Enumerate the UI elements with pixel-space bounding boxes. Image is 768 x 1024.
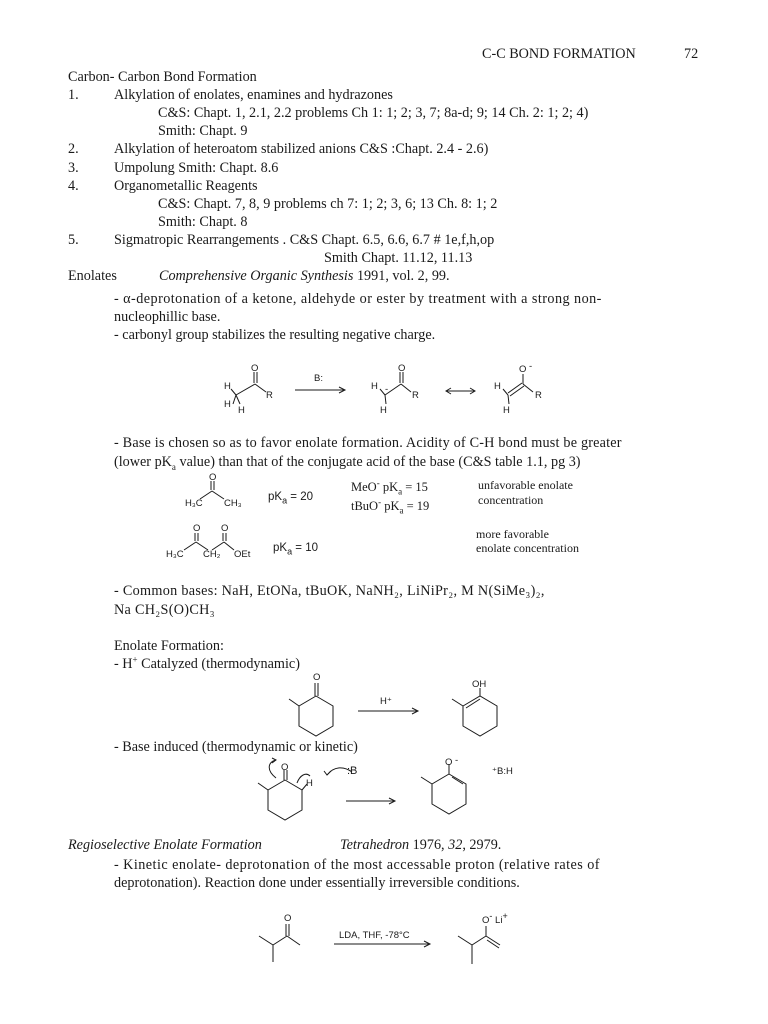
page-number: 72 xyxy=(684,46,699,62)
atom-label: H xyxy=(238,405,245,416)
atom-label: O xyxy=(251,363,259,374)
atom-label: H xyxy=(380,405,387,416)
kinetic-line1: - Kinetic enolate- deprotonation of the most accessable proton (relative rates of xyxy=(114,857,600,873)
pka-label: pK xyxy=(381,499,400,513)
journal-page: , 2979. xyxy=(462,837,502,853)
charge-label: - xyxy=(385,384,389,395)
outline-item-text: Smith: Chapt. 9 xyxy=(158,123,248,139)
common-bases-line2: Na CH₂S(O)CH₃ xyxy=(114,602,215,618)
base-label: :B xyxy=(347,765,358,777)
atom-label: O xyxy=(209,472,217,483)
enolate-formation-heading: Enolate Formation: xyxy=(114,638,224,654)
outline-item-text: Smith: Chapt. 8 xyxy=(158,214,248,230)
pka-value: = 15 xyxy=(402,480,428,494)
outline-item-number: 3. xyxy=(68,160,79,176)
atom-label: O xyxy=(193,523,201,534)
section-heading: Carbon- Carbon Bond Formation xyxy=(68,69,257,85)
regio-arrow-label: LDA, THF, -78°C xyxy=(339,930,410,941)
base-paragraph-text: value) than that of the conjugate acid of the base (C&S table 1.1, pg 3) xyxy=(175,454,581,470)
enolates-bullet-1a: - α-deprotonation of a ketone, aldehyde or ester by treatment with a strong non- xyxy=(114,291,602,307)
outline-item-text: Umpolung Smith: Chapt. 8.6 xyxy=(114,160,279,176)
atom-label: R xyxy=(412,390,419,401)
atom-label: R xyxy=(535,390,542,401)
atom-label: H xyxy=(224,381,231,392)
running-header-title: C-C BOND FORMATION xyxy=(482,46,636,62)
base-paragraph-text: (lower pK xyxy=(114,454,172,470)
pka-label: pK xyxy=(268,491,283,503)
enolates-bullet-2: - carbonyl group stabilizes the resulting negative charge. xyxy=(114,327,436,343)
pka-value: = 20 xyxy=(287,491,313,503)
outline-item-text: Alkylation of heteroatom stabilized anions C&S :Chapt. 2.4 - 2.6) xyxy=(114,141,489,157)
atom-label: R xyxy=(266,390,273,401)
outline-item-text: Smith Chapt. 11.12, 11.13 xyxy=(324,250,473,266)
pka-sub: a xyxy=(282,495,288,506)
charge-label: - xyxy=(529,361,533,372)
acid-rest: Catalyzed (thermodynamic) xyxy=(137,656,300,672)
pka-sub: a xyxy=(399,505,404,516)
ketoester-methyl: H₃C xyxy=(166,549,184,560)
conjugate-acid-label: ⁺B:H xyxy=(492,766,513,777)
charge-sup: - xyxy=(376,477,380,488)
atom-label: O xyxy=(519,364,527,375)
atom-label: O xyxy=(313,672,321,683)
journal-name: Tetrahedron xyxy=(340,837,410,853)
charge-sup: - xyxy=(489,910,493,921)
outline-item-text: Organometallic Reagents xyxy=(114,178,258,194)
enolate-o-label: O xyxy=(445,757,453,768)
outline-item-number: 1. xyxy=(68,87,79,103)
base-induced-line: - Base induced (thermodynamic or kinetic) xyxy=(114,739,358,755)
acid-sup: + xyxy=(132,654,138,665)
outline-item-number: 5. xyxy=(68,232,79,248)
acid-arrow-label: H⁺ xyxy=(380,696,392,707)
charge-sup: - xyxy=(378,496,382,507)
reference-details: 1991, vol. 2, 99. xyxy=(353,268,450,284)
base-paragraph-sub: a xyxy=(171,461,176,472)
deprotonation-arrow-label: B: xyxy=(314,373,323,384)
pka-value: = 19 xyxy=(403,499,430,513)
kinetic-line2: deprotonation). Reaction done under essentially irreversible conditions. xyxy=(114,875,520,891)
lithium-label: Li xyxy=(495,915,503,926)
base-name: tBuO xyxy=(351,499,379,513)
base-name: MeO xyxy=(351,480,377,494)
atom-label: O xyxy=(284,913,292,924)
base-paragraph-line1: - Base is chosen so as to favor enolate formation. Acidity of C-H bond must be greater xyxy=(114,435,622,451)
unfavorable-note-1: unfavorable enolate xyxy=(478,478,573,492)
enolates-bullet-1b: nucleophillic base. xyxy=(114,309,221,325)
journal-volume: 32 xyxy=(448,837,463,853)
acid-prefix: - H xyxy=(114,656,133,672)
acetone-left-methyl: H₃C xyxy=(185,498,203,509)
atom-label: H xyxy=(503,405,510,416)
common-bases-line1: - Common bases: NaH, EtONa, tBuOK, NaNH₂, LiNiPr₂, M N(SiMe₃)₂, xyxy=(114,583,545,599)
outline-item-text: C&S: Chapt. 7, 8, 9 problems ch 7: 1; 2; 3, 6; 13 Ch. 8: 1; 2 xyxy=(158,196,498,212)
outline-item-text: Sigmatropic Rearrangements . C&S Chapt. 6.5, 6.6, 6.7 # 1e,f,h,op xyxy=(114,232,495,248)
atom-label: H xyxy=(306,778,313,789)
pka-sub: a xyxy=(287,546,293,557)
acetone-right-methyl: CH₃ xyxy=(224,498,242,509)
atom-label: H xyxy=(494,381,501,392)
charge-label: - xyxy=(455,755,459,766)
reference-title: Comprehensive Organic Synthesis xyxy=(159,268,354,284)
outline-item-number: 2. xyxy=(68,141,79,157)
atom-label: O xyxy=(281,762,289,773)
journal-year: 1976, xyxy=(409,837,449,853)
outline-item-text: Alkylation of enolates, enamines and hydrazones xyxy=(114,87,393,103)
ketoester-ethoxy: OEt xyxy=(234,549,251,560)
unfavorable-note-2: concentration xyxy=(478,493,544,507)
regio-title: Regioselective Enolate Formation xyxy=(68,837,262,853)
favorable-note-2: enolate concentration xyxy=(476,541,579,555)
oxygen-label: O xyxy=(482,915,490,926)
atom-label: O xyxy=(398,363,406,374)
atom-label: H xyxy=(224,399,231,410)
enolate-o-label xyxy=(482,910,508,926)
atom-label: H xyxy=(371,381,378,392)
enolates-label: Enolates xyxy=(68,268,117,284)
enol-oh-label: OH xyxy=(472,679,487,690)
outline-item-text: C&S: Chapt. 1, 2.1, 2.2 problems Ch 1: 1; 2; 3, 7; 8a-d; 9; 14 Ch. 2: 1; 2; 4) xyxy=(158,105,589,121)
favorable-note-1: more favorable xyxy=(476,527,549,541)
pka-label: pK xyxy=(379,480,399,494)
outline-item-number: 4. xyxy=(68,178,79,194)
atom-label: O xyxy=(221,523,229,534)
pka-sub: a xyxy=(398,486,403,497)
pka-label: pK xyxy=(273,542,288,554)
ketoester-methylene: CH₂ xyxy=(203,549,221,560)
pka-value: = 10 xyxy=(292,542,318,554)
lithium-charge: + xyxy=(502,910,508,921)
